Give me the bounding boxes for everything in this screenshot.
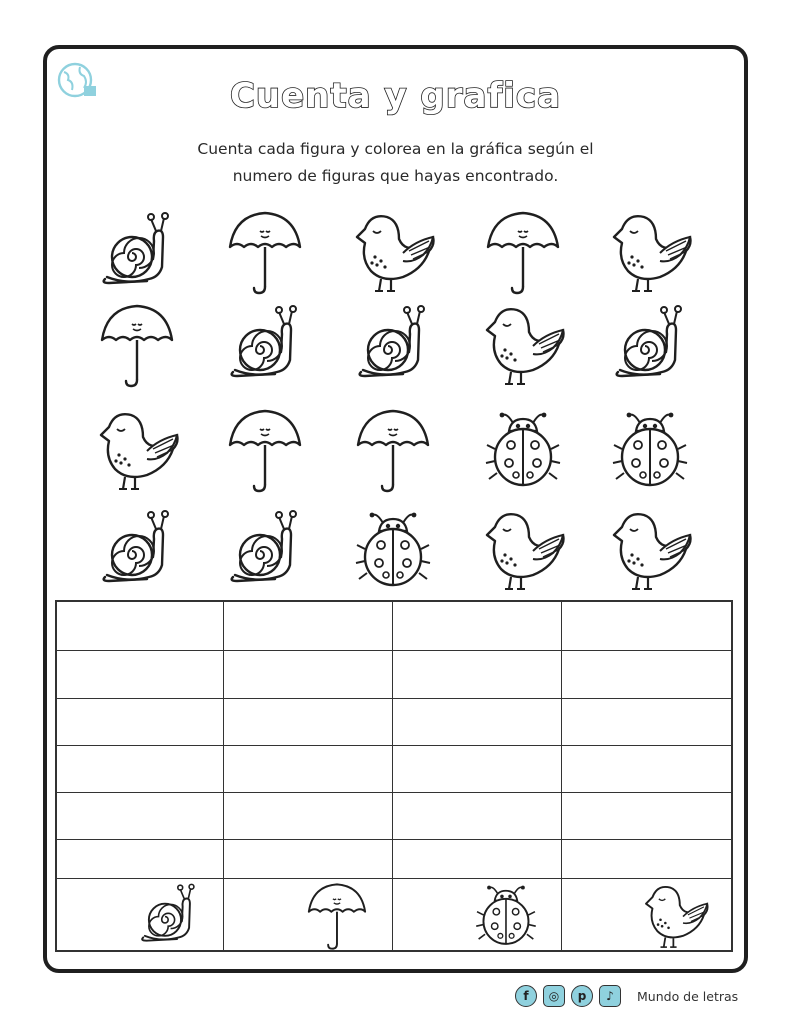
tiktok-icon[interactable]: ♪ — [599, 985, 621, 1007]
snail-figure — [343, 300, 443, 392]
instructions-line-1: Cuenta cada figura y colorea en la gráfica según el — [197, 140, 594, 158]
bird-icon — [563, 878, 733, 952]
bird-figure — [600, 505, 700, 597]
ladybug-figure — [343, 505, 443, 597]
ladybug-figure — [600, 405, 700, 497]
graph-row-divider — [55, 745, 733, 746]
umbrella-figure — [215, 405, 315, 497]
umbrella-icon — [473, 207, 573, 299]
snail-figure — [215, 300, 315, 392]
bird-icon — [473, 505, 573, 597]
ladybug-figure — [473, 405, 573, 497]
umbrella-figure — [343, 405, 443, 497]
snail-figure — [215, 505, 315, 597]
pinterest-icon[interactable]: p — [571, 985, 593, 1007]
bird-icon — [600, 505, 700, 597]
graph-label-umbrella — [225, 878, 395, 952]
bird-figure — [343, 207, 443, 299]
instagram-icon[interactable]: ◎ — [543, 985, 565, 1007]
umbrella-figure — [215, 207, 315, 299]
graph-row-divider — [55, 698, 733, 699]
snail-icon — [215, 505, 315, 597]
snail-icon — [87, 207, 187, 299]
umbrella-icon — [215, 207, 315, 299]
bird-figure — [87, 405, 187, 497]
instructions-line-2: numero de figuras que hayas encontrado. — [232, 167, 559, 185]
umbrella-icon — [225, 878, 395, 952]
graph-label-ladybug — [394, 878, 564, 952]
snail-figure — [87, 505, 187, 597]
ladybug-icon — [600, 405, 700, 497]
bird-icon — [600, 207, 700, 299]
ladybug-icon — [473, 405, 573, 497]
bird-figure — [473, 505, 573, 597]
brand-name: Mundo de letras — [637, 988, 739, 1004]
snail-icon — [57, 878, 227, 952]
facebook-icon[interactable]: f — [515, 985, 537, 1007]
footer — [515, 983, 738, 1009]
ladybug-icon — [394, 878, 564, 952]
umbrella-icon — [87, 300, 187, 392]
bird-figure — [600, 207, 700, 299]
graph-label-bird — [563, 878, 733, 952]
page-title: Cuenta y grafica — [229, 76, 562, 116]
umbrella-figure — [87, 300, 187, 392]
bird-figure — [473, 300, 573, 392]
snail-icon — [343, 300, 443, 392]
snail-figure — [600, 300, 700, 392]
bird-icon — [87, 405, 187, 497]
bird-icon — [343, 207, 443, 299]
snail-icon — [600, 300, 700, 392]
umbrella-figure — [473, 207, 573, 299]
umbrella-icon — [343, 405, 443, 497]
graph-row-divider — [55, 792, 733, 793]
graph-label-snail — [57, 878, 227, 952]
graph-row-divider — [55, 839, 733, 840]
ladybug-icon — [343, 505, 443, 597]
umbrella-icon — [215, 405, 315, 497]
snail-figure — [87, 207, 187, 299]
snail-icon — [215, 300, 315, 392]
snail-icon — [87, 505, 187, 597]
graph-row-divider — [55, 650, 733, 651]
bird-icon — [473, 300, 573, 392]
